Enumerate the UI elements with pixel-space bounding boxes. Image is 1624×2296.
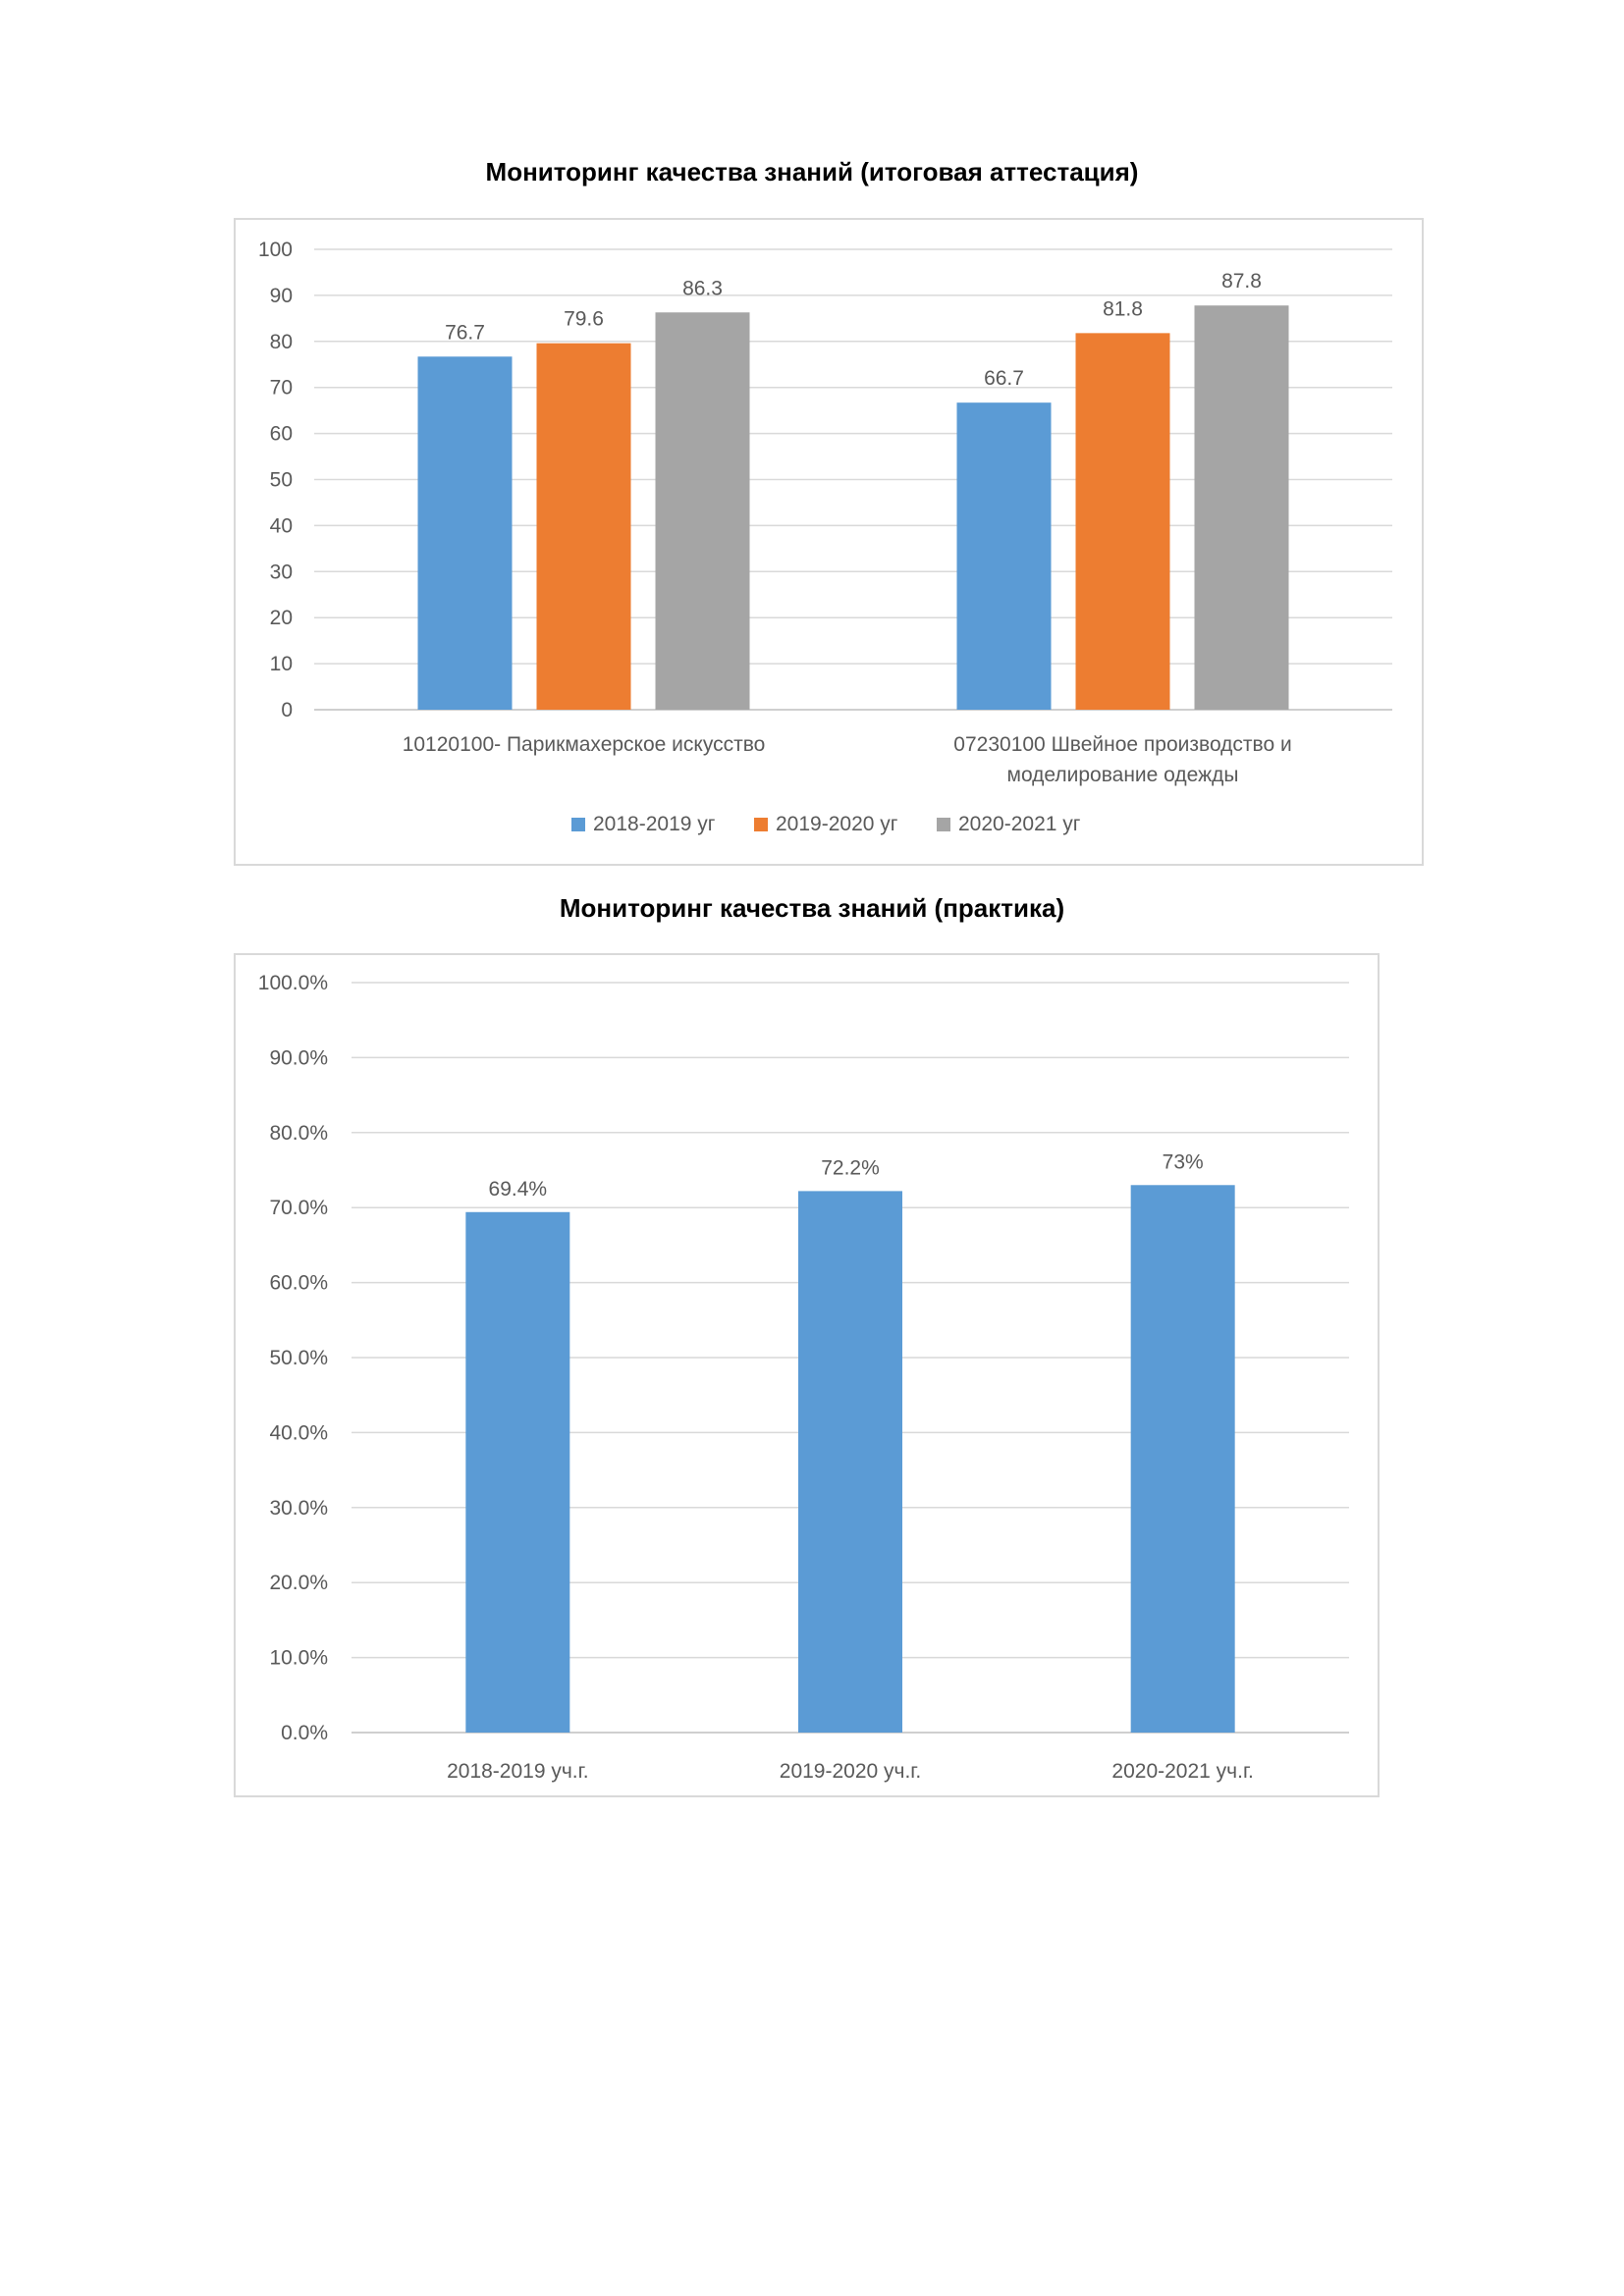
chart-1-bar (1076, 333, 1170, 710)
chart-1-bar (537, 344, 631, 710)
chart-2-y-tick-label: 80.0% (269, 1121, 328, 1145)
chart-2-frame (234, 953, 1380, 1797)
chart-1-y-tick-label: 50 (269, 468, 293, 492)
chart-1-category-label: моделирование одежды (1006, 764, 1239, 786)
chart-1-y-tick-label: 20 (269, 607, 293, 630)
chart-2-y-tick-label: 20.0% (269, 1572, 328, 1595)
chart-1-bar (957, 402, 1052, 710)
chart-1-data-label: 81.8 (1103, 297, 1143, 321)
chart-2-category-label: 2020-2021 уч.г. (1111, 1760, 1254, 1783)
chart-1-legend-swatch (571, 818, 585, 831)
chart-1-legend-swatch (754, 818, 768, 831)
chart-1-bar (656, 312, 750, 710)
chart-1-legend-label: 2019-2020 уг (776, 813, 898, 835)
chart-1-legend-swatch (937, 818, 950, 831)
chart-2-data-label: 69.4% (488, 1177, 548, 1201)
chart-2-data-label: 73% (1162, 1150, 1204, 1174)
chart-2-y-tick-label: 70.0% (269, 1197, 328, 1220)
chart-1-data-label: 66.7 (984, 367, 1024, 391)
chart-1-y-tick-label: 100 (257, 239, 293, 261)
chart-1-y-tick-label: 40 (269, 514, 293, 538)
chart-2-plot (236, 955, 1381, 1799)
chart-1-y-tick-label: 60 (269, 422, 293, 446)
chart-2-y-tick-label: 40.0% (269, 1421, 328, 1445)
chart-1-y-tick-label: 70 (269, 376, 293, 400)
chart-2-bar (1131, 1185, 1235, 1733)
chart-1-data-label: 76.7 (445, 321, 485, 345)
chart-2-y-tick-label: 60.0% (269, 1271, 328, 1295)
chart-1-data-label: 87.8 (1221, 270, 1262, 294)
chart-1-title: Мониторинг качества знаний (итоговая аттестация) (485, 157, 1139, 187)
chart-1-data-label: 79.6 (564, 307, 604, 331)
chart-2-y-tick-label: 10.0% (269, 1646, 328, 1670)
chart-1-plot (236, 220, 1426, 868)
chart-1-y-tick-label: 10 (269, 653, 293, 676)
chart-1-y-tick-label: 0 (281, 699, 293, 721)
chart-2-category-label: 2018-2019 уч.г. (447, 1760, 589, 1783)
chart-2-data-label: 72.2% (821, 1156, 880, 1180)
chart-2-bar (798, 1191, 902, 1733)
chart-1-category-label: 10120100- Парикмахерское искусство (402, 733, 766, 756)
chart-1-category-label: 07230100 Швейное производство и (953, 733, 1292, 756)
chart-2-bar (465, 1212, 569, 1733)
chart-2-y-tick-label: 30.0% (269, 1496, 328, 1520)
chart-2-title: Мониторинг качества знаний (практика) (559, 893, 1065, 923)
chart-2-category-label: 2019-2020 уч.г. (779, 1760, 922, 1783)
chart-1-frame (234, 218, 1424, 866)
chart-2-y-tick-label: 100.0% (257, 972, 328, 994)
chart-1-bar (418, 356, 513, 710)
chart-1-data-label: 86.3 (682, 277, 723, 300)
chart-1-legend-label: 2020-2021 уг (958, 813, 1081, 835)
chart-1-y-tick-label: 30 (269, 561, 293, 584)
chart-1-bar (1195, 305, 1289, 710)
chart-1-y-tick-label: 80 (269, 330, 293, 353)
chart-2-y-tick-label: 50.0% (269, 1347, 328, 1369)
chart-1-legend-label: 2018-2019 уг (593, 813, 716, 835)
chart-2-y-tick-label: 90.0% (269, 1046, 328, 1070)
chart-2-y-tick-label: 0.0% (281, 1722, 328, 1744)
chart-1-y-tick-label: 90 (269, 284, 293, 307)
